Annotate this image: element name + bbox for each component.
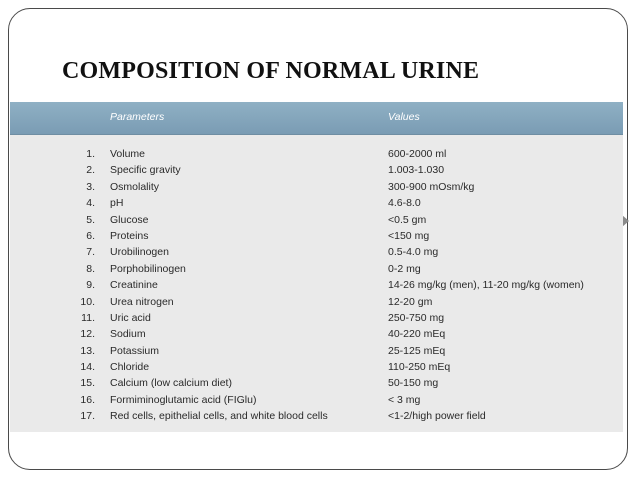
row-number: 11.	[81, 311, 95, 324]
header-values: Values	[388, 111, 420, 123]
parameter-cell: Calcium (low calcium diet)	[110, 377, 232, 390]
value-cell: 25-125 mEq	[388, 344, 446, 357]
table-body	[10, 146, 623, 425]
value-cell: 0-2 mg	[388, 262, 421, 275]
table-row	[10, 310, 623, 326]
parameter-cell: Urobilinogen	[110, 246, 169, 259]
value-cell: 12-20 gm	[388, 295, 433, 308]
slide-title: COMPOSITION OF NORMAL URINE	[62, 58, 480, 84]
value-cell: < 3 mg	[388, 393, 421, 406]
value-cell: 300-900 mOsm/kg	[388, 180, 475, 193]
parameter-cell: Red cells, epithelial cells, and white blood cells	[110, 410, 328, 423]
table-row	[10, 179, 623, 195]
parameter-cell: Formiminoglutamic acid (FIGlu)	[110, 393, 257, 406]
row-number: 2.	[86, 164, 95, 177]
table-row	[10, 326, 623, 342]
parameter-cell: Osmolality	[110, 180, 160, 193]
row-number: 5.	[86, 213, 95, 226]
row-number: 15.	[80, 377, 95, 390]
parameter-cell: Urea nitrogen	[110, 295, 174, 308]
parameter-cell: Porphobilinogen	[110, 262, 186, 275]
table-row	[10, 392, 623, 408]
value-cell: 0.5-4.0 mg	[388, 246, 439, 259]
table-row	[10, 212, 623, 228]
value-cell: 1.003-1.030	[388, 164, 445, 177]
row-number: 4.	[86, 197, 95, 210]
parameter-cell: Volume	[110, 148, 146, 160]
table-row	[10, 228, 623, 244]
table-row	[10, 359, 623, 375]
parameter-cell: pH	[110, 197, 124, 210]
value-cell: 250-750 mg	[388, 311, 445, 324]
table-row	[10, 195, 623, 211]
row-number: 8.	[86, 262, 95, 275]
row-number: 3.	[86, 180, 95, 193]
table-row	[10, 408, 623, 424]
row-number: 16.	[80, 393, 95, 406]
row-number: 14.	[80, 361, 95, 374]
row-number: 7.	[86, 246, 95, 259]
table-row	[10, 375, 623, 391]
parameter-cell: Specific gravity	[110, 164, 181, 177]
parameter-cell: Proteins	[110, 229, 149, 242]
parameter-cell: Potassium	[110, 344, 160, 357]
value-cell: 40-220 mEq	[388, 328, 446, 341]
header-parameters: Parameters	[110, 111, 165, 123]
value-cell: <1-2/high power field	[388, 410, 486, 423]
table-row	[10, 277, 623, 293]
value-cell: 14-26 mg/kg (men), 11-20 mg/kg (women)	[388, 279, 584, 292]
row-number: 9.	[86, 279, 95, 292]
table-row	[10, 162, 623, 178]
parameter-cell: Uric acid	[110, 311, 151, 324]
parameter-cell: Creatinine	[110, 279, 158, 292]
urine-composition-table	[10, 102, 623, 432]
value-cell: 50-150 mg	[388, 377, 439, 390]
row-number: 6.	[86, 229, 95, 242]
value-cell: <150 mg	[388, 229, 430, 242]
table-row	[10, 244, 623, 260]
value-cell: 4.6-8.0	[388, 197, 421, 210]
row-number: 10.	[80, 295, 95, 308]
value-cell: <0.5 gm	[388, 213, 427, 226]
table-header	[10, 102, 623, 135]
row-number: 13.	[80, 344, 95, 357]
row-number: 1.	[86, 148, 95, 160]
parameter-cell: Chloride	[110, 361, 150, 374]
table-row	[10, 343, 623, 359]
parameter-cell: Sodium	[110, 328, 146, 341]
table-row	[10, 294, 623, 310]
table-row	[10, 146, 623, 162]
row-number: 12.	[80, 328, 95, 341]
parameter-cell: Glucose	[110, 213, 149, 226]
row-number: 17.	[80, 410, 95, 423]
value-cell: 600-2000 ml	[388, 148, 447, 160]
value-cell: 110-250 mEq	[388, 361, 451, 374]
table-row	[10, 261, 623, 277]
next-slide-chevron-icon[interactable]	[622, 215, 629, 227]
